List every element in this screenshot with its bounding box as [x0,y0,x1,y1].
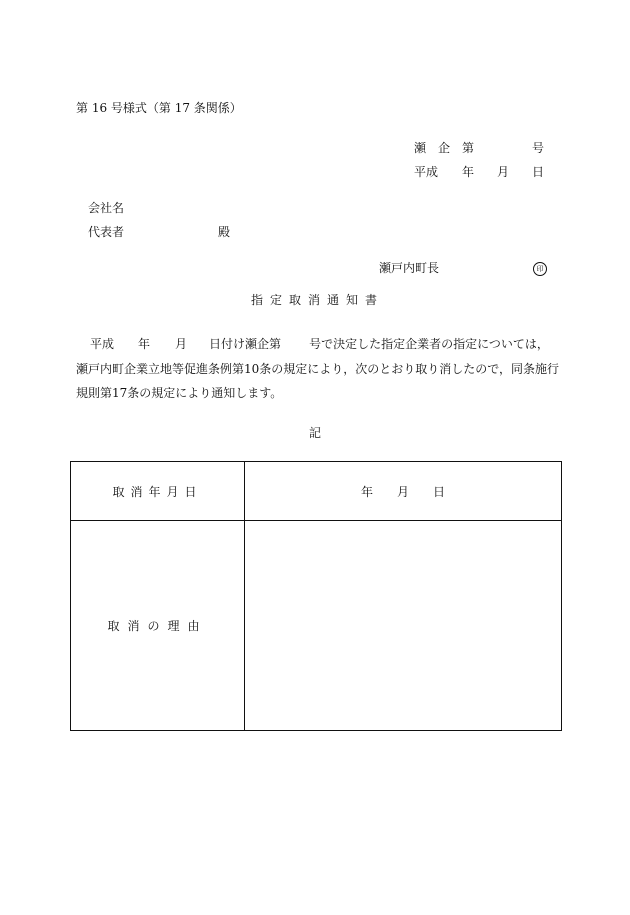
table-row [71,462,562,521]
revocation-reason-value [245,521,562,731]
date-year: 年 [462,165,475,179]
revocation-date-value: 年 月 日 [245,462,562,521]
company-name-label: 会社名 [88,201,125,215]
body-line-3: 規則第17条の規定により通知します。 [76,386,283,400]
body-line-2: 瀬戸内町企業立地等促進条例第10条の規定により，次のとおり取り消したので，同条施行 [76,361,560,376]
date-day: 日 [532,165,545,179]
revocation-date-label: 取消年月日 [71,462,245,521]
body-line-1: 平成 年 月 日付け瀬企第 号で決定した指定企業者の指定については， [90,337,549,351]
record-table [70,461,562,731]
doc-number-suffix: 号 [532,141,545,155]
form-label: 第 16 号様式（第 17 条関係） [76,101,242,115]
issuer-title: 瀬戸内町長 [379,261,440,275]
revocation-reason-label: 取消の理由 [71,521,245,731]
table-row [71,521,562,731]
doc-number-prefix: 瀬 企 第 [414,141,475,155]
document-title: 指定取消通知書 [251,293,385,307]
ki-heading: 記 [309,426,322,440]
body-text [76,332,566,406]
representative-label: 代表者 [88,225,125,239]
date-era: 平成 [414,165,439,179]
seal-icon: 印 [533,262,547,276]
date-month: 月 [497,165,510,179]
honorific: 殿 [218,225,231,239]
